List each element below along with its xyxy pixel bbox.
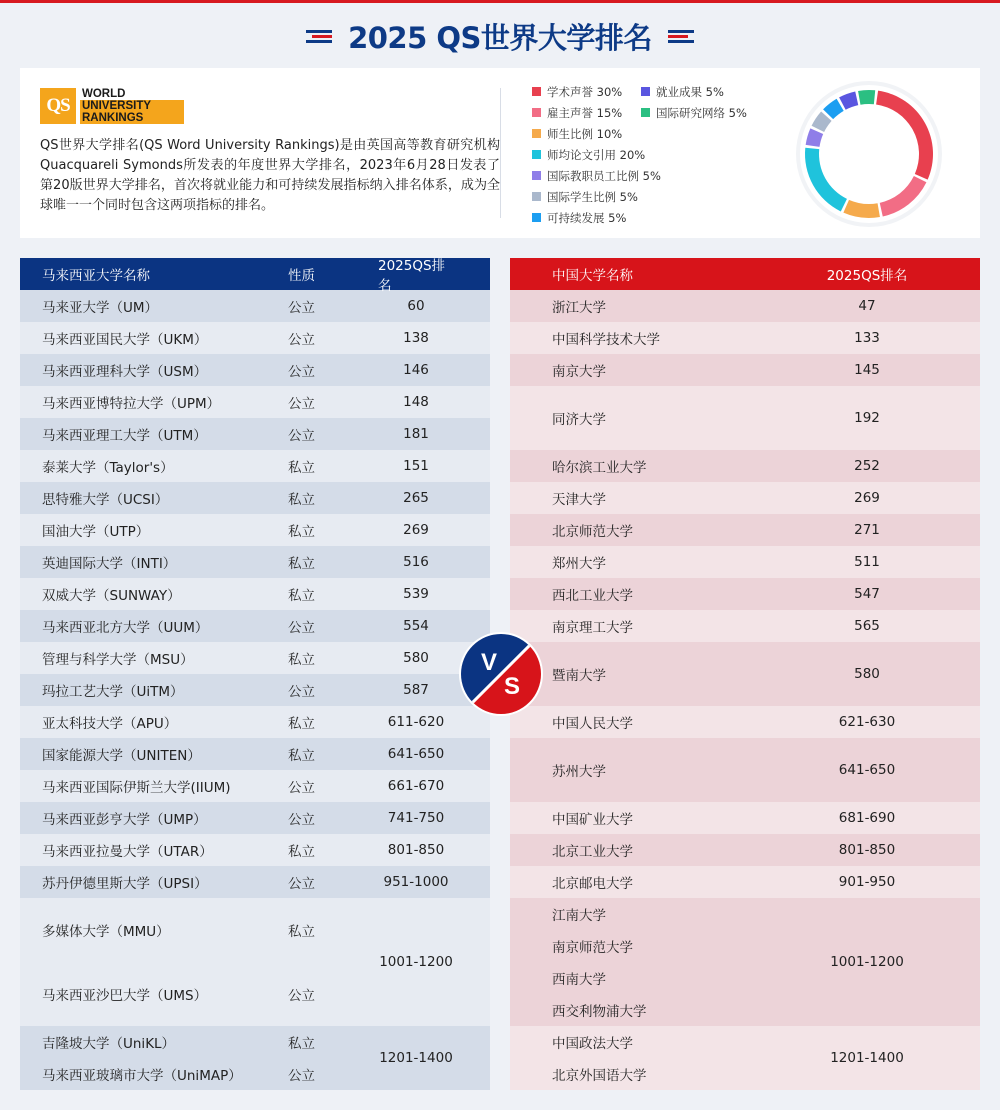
legend-label: 可持续发展 5% [547, 211, 627, 225]
logo-line-2: UNIVERSITY [80, 100, 184, 112]
university-name: 马来西亚北方大学（UUM） [42, 620, 209, 636]
university-rank: 269 [403, 522, 429, 538]
university-type: 公立 [288, 428, 315, 444]
page-title: 2025 QS世界大学排名 [348, 20, 652, 55]
university-name: 马来西亚玻璃市大学（UniMAP） [42, 1068, 242, 1084]
qs-logo-text [80, 88, 184, 124]
university-name: 马来亚大学（UM） [42, 300, 159, 316]
university-name: 郑州大学 [552, 556, 606, 572]
table-row [20, 354, 490, 386]
malaysia-rankings-table [20, 258, 490, 1090]
university-rank: 741-750 [387, 810, 445, 826]
university-name: 北京师范大学 [552, 524, 633, 540]
university-type: 私立 [288, 556, 315, 572]
university-type: 公立 [288, 332, 315, 348]
university-name: 泰莱大学（Taylor's） [42, 460, 174, 476]
legend-item [532, 189, 638, 205]
table-row [20, 418, 490, 450]
table-row [20, 738, 490, 770]
university-type: 公立 [288, 684, 315, 700]
group-names [20, 898, 378, 1026]
university-rank: 265 [403, 490, 429, 506]
university-name: 中国矿业大学 [552, 812, 633, 828]
university-rank: 145 [854, 362, 880, 378]
table-row [20, 834, 490, 866]
university-name: 英迪国际大学（INTI） [42, 556, 177, 572]
university-name: 天津大学 [552, 492, 606, 508]
group-names [510, 1026, 810, 1090]
university-type: 私立 [288, 460, 315, 476]
group-rank: 1201-1400 [379, 1050, 453, 1066]
legend-item [532, 147, 645, 163]
qs-logo [40, 88, 185, 124]
logo-line-1: WORLD [82, 88, 126, 100]
university-name: 中国科学技术大学 [552, 332, 660, 348]
legend-item [532, 210, 626, 226]
university-type: 私立 [288, 924, 315, 940]
university-rank: 681-690 [838, 810, 896, 826]
legend-swatch [532, 213, 541, 222]
university-rank: 587 [403, 682, 429, 698]
university-type: 公立 [288, 876, 315, 892]
university-name: 双威大学（SUNWAY） [42, 588, 181, 604]
university-rank: 60 [407, 298, 425, 314]
china-table-header [510, 258, 980, 290]
university-rank: 641-650 [838, 762, 896, 778]
table-row [20, 674, 490, 706]
university-rank: 181 [403, 426, 429, 442]
university-type: 私立 [288, 492, 315, 508]
university-rank: 271 [854, 522, 880, 538]
university-type: 私立 [288, 844, 315, 860]
table-row [20, 706, 490, 738]
university-rank: 580 [854, 666, 880, 682]
header-rank: 2025QS排名 [826, 268, 908, 284]
university-rank: 146 [403, 362, 429, 378]
university-rank: 547 [854, 586, 880, 602]
university-rank: 252 [854, 458, 880, 474]
group-rank: 1201-1400 [830, 1050, 904, 1066]
university-rank: 661-670 [387, 778, 445, 794]
group-rank: 1001-1200 [379, 954, 453, 970]
top-accent-bar [0, 0, 1000, 3]
university-name: 浙江大学 [552, 300, 606, 316]
malaysia-table-body [20, 290, 490, 1090]
university-type: 公立 [288, 620, 315, 636]
table-row [20, 866, 490, 898]
table-row [20, 482, 490, 514]
group-line [20, 920, 378, 940]
group-names [20, 1026, 378, 1090]
university-name: 管理与科学大学（MSU） [42, 652, 194, 668]
header-name: 中国大学名称 [552, 268, 633, 284]
university-type: 公立 [288, 780, 315, 796]
intro-panel [20, 68, 980, 238]
university-type: 公立 [288, 812, 315, 828]
china-table-body [510, 290, 980, 1090]
university-type: 私立 [288, 652, 315, 668]
university-name: 哈尔滨工业大学 [552, 460, 647, 476]
university-type: 私立 [288, 524, 315, 540]
university-name: 南京师范大学 [552, 940, 633, 956]
university-name: 国油大学（UTP） [42, 524, 150, 540]
university-name: 南京大学 [552, 364, 606, 380]
table-row [510, 610, 980, 642]
indicator-legend [532, 84, 792, 234]
table-row [20, 386, 490, 418]
donut-slice [858, 90, 875, 105]
logo-line-3: RANKINGS [80, 112, 184, 124]
university-name: 西北工业大学 [552, 588, 633, 604]
university-type: 公立 [288, 988, 315, 1004]
table-row [510, 738, 980, 802]
university-name: 马来西亚理科大学（USM） [42, 364, 208, 380]
header-name: 马来西亚大学名称 [42, 268, 150, 284]
legend-label: 国际学生比例 5% [547, 190, 638, 204]
university-rank: 951-1000 [383, 874, 449, 890]
university-name: 马来西亚彭亨大学（UMP） [42, 812, 207, 828]
donut-ring [800, 85, 938, 223]
table-row [510, 642, 980, 706]
university-rank: 516 [403, 554, 429, 570]
table-row [510, 482, 980, 514]
table-row [20, 578, 490, 610]
group-line [20, 1032, 378, 1052]
legend-label: 就业成果 5% [656, 85, 724, 99]
university-rank: 269 [854, 490, 880, 506]
university-name: 西交利物浦大学 [552, 1004, 647, 1020]
university-rank: 511 [854, 554, 880, 570]
university-type: 公立 [288, 396, 315, 412]
university-type: 公立 [288, 300, 315, 316]
university-rank: 539 [403, 586, 429, 602]
table-row [510, 802, 980, 834]
university-name: 玛拉工艺大学（UiTM） [42, 684, 184, 700]
university-name: 马来西亚理工大学（UTM） [42, 428, 207, 444]
university-name: 马来西亚拉曼大学（UTAR） [42, 844, 213, 860]
group-rank: 1001-1200 [830, 954, 904, 970]
legend-item [532, 105, 622, 121]
university-name: 思特雅大学（UCSI） [42, 492, 169, 508]
vs-badge [459, 632, 543, 716]
university-rank: 138 [403, 330, 429, 346]
legend-swatch [532, 192, 541, 201]
university-type: 私立 [288, 588, 315, 604]
table-row [20, 290, 490, 322]
university-rank: 47 [858, 298, 876, 314]
qs-logo-mark: QS [40, 88, 76, 124]
group-line [20, 984, 378, 1004]
university-name: 北京工业大学 [552, 844, 633, 860]
table-row [510, 290, 980, 322]
university-type: 私立 [288, 1036, 315, 1052]
university-name: 多媒体大学（MMU） [42, 924, 170, 940]
legend-item [532, 84, 622, 100]
legend-swatch [532, 87, 541, 96]
group-names [510, 898, 810, 1026]
table-row [510, 834, 980, 866]
table-row-group [20, 1026, 490, 1090]
university-name: 江南大学 [552, 908, 606, 924]
legend-label: 雇主声誉 15% [547, 106, 623, 120]
legend-label: 国际教职员工比例 5% [547, 169, 661, 183]
university-rank: 641-650 [387, 746, 445, 762]
university-name: 马来西亚国民大学（UKM） [42, 332, 208, 348]
page-header [0, 14, 1000, 58]
university-type: 私立 [288, 716, 315, 732]
university-rank: 192 [854, 410, 880, 426]
university-name: 北京邮电大学 [552, 876, 633, 892]
university-rank: 565 [854, 618, 880, 634]
university-rank: 901-950 [838, 874, 896, 890]
title-decoration-left [306, 29, 332, 43]
table-row [510, 866, 980, 898]
university-name: 南京理工大学 [552, 620, 633, 636]
table-row [510, 386, 980, 450]
group-line [20, 1064, 378, 1084]
legend-item [641, 105, 747, 121]
malaysia-table-header [20, 258, 490, 294]
table-row [510, 322, 980, 354]
table-row [20, 450, 490, 482]
legend-label: 国际研究网络 5% [656, 106, 747, 120]
university-name: 中国人民大学 [552, 716, 633, 732]
table-row [20, 322, 490, 354]
university-type: 私立 [288, 748, 315, 764]
university-name: 吉隆坡大学（UniKL） [42, 1036, 176, 1052]
table-row [510, 354, 980, 386]
intro-divider [500, 88, 501, 218]
legend-item [532, 126, 622, 142]
table-row-group [510, 898, 980, 1026]
university-type: 公立 [288, 364, 315, 380]
table-row-group [510, 1026, 980, 1090]
university-rank: 580 [403, 650, 429, 666]
table-row [20, 546, 490, 578]
table-row [20, 770, 490, 802]
legend-swatch [532, 129, 541, 138]
university-name: 马来西亚国际伊斯兰大学(IIUM) [42, 780, 231, 796]
table-row [510, 514, 980, 546]
header-rank: 2025QS排名 [378, 258, 446, 294]
vs-letter-s: S [503, 673, 521, 700]
table-row [20, 642, 490, 674]
table-row [510, 706, 980, 738]
legend-swatch [641, 87, 650, 96]
university-type: 公立 [288, 1068, 315, 1084]
legend-item [641, 84, 724, 100]
title-decoration-right [668, 29, 694, 43]
university-name: 苏州大学 [552, 764, 606, 780]
university-name: 马来西亚博特拉大学（UPM） [42, 396, 221, 412]
table-row [510, 546, 980, 578]
table-row-group [20, 898, 490, 1026]
table-row [20, 802, 490, 834]
university-rank: 801-850 [838, 842, 896, 858]
university-name: 暨南大学 [552, 668, 606, 684]
university-name: 亚太科技大学（APU） [42, 716, 178, 732]
university-name: 同济大学 [552, 412, 606, 428]
university-rank: 621-630 [838, 714, 896, 730]
table-row [510, 578, 980, 610]
legend-swatch [532, 171, 541, 180]
university-rank: 554 [403, 618, 429, 634]
indicator-donut-chart [795, 80, 943, 228]
university-name: 西南大学 [552, 972, 606, 988]
table-row [510, 450, 980, 482]
university-rank: 148 [403, 394, 429, 410]
university-name: 国家能源大学（UNITEN） [42, 748, 201, 764]
legend-swatch [532, 150, 541, 159]
table-row [20, 514, 490, 546]
vs-letter-v: V [480, 649, 498, 676]
legend-item [532, 168, 661, 184]
university-rank: 151 [403, 458, 429, 474]
intro-description: QS世界大学排名(QS Word University Rankings)是由英国高等教育研究机构Quacquareli Symonds所发表的年度世界大学排名，2023年6月28日发表了第20版世界大学排名，首次将就业能力和可持续发展指标纳入排名体系，成为全球唯一一个同时包含这两项指标的排名。 [40, 138, 500, 213]
university-rank: 133 [854, 330, 880, 346]
legend-swatch [641, 108, 650, 117]
university-name: 中国政法大学 [552, 1036, 633, 1052]
legend-swatch [532, 108, 541, 117]
university-name: 马来西亚沙巴大学（UMS） [42, 988, 208, 1004]
legend-label: 师生比例 10% [547, 127, 623, 141]
table-row [20, 610, 490, 642]
header-type: 性质 [288, 268, 315, 284]
legend-label: 师均论文引用 20% [547, 148, 646, 162]
china-rankings-table [510, 258, 980, 1090]
university-rank: 611-620 [387, 714, 445, 730]
legend-label: 学术声誉 30% [547, 85, 623, 99]
university-name: 苏丹伊德里斯大学（UPSI） [42, 876, 208, 892]
university-rank: 801-850 [387, 842, 445, 858]
university-name: 北京外国语大学 [552, 1068, 647, 1084]
